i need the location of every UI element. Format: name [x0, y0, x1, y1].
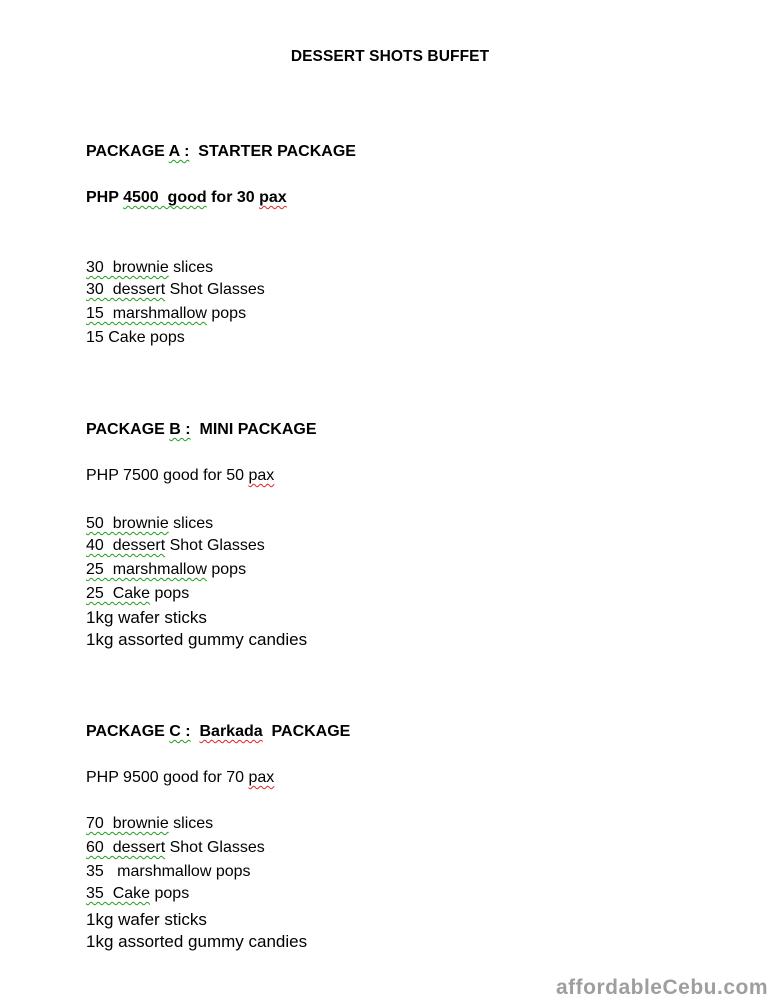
package-b-item	[86, 608, 207, 628]
price-amount: 4500 good	[123, 189, 207, 206]
heading-name: PACKAGE	[262, 723, 351, 740]
heading-barkada: Barkada	[199, 723, 263, 740]
item-rest: pops	[150, 885, 190, 902]
package-c-item	[86, 862, 251, 882]
package-b-item	[86, 536, 265, 556]
price-pax: pax	[248, 467, 275, 484]
item-rest: pops	[206, 561, 247, 578]
heading-letter: B :	[169, 421, 191, 438]
item-qty: 30 dessert	[86, 281, 166, 298]
item-qty: 30 brownie	[86, 259, 169, 276]
package-a-item	[86, 304, 246, 324]
heading-letter: A :	[168, 143, 190, 160]
item-rest: Shot Glasses	[165, 537, 265, 554]
item-qty: 70 brownie	[86, 815, 169, 832]
package-b-price	[86, 466, 274, 486]
package-c-item	[86, 910, 207, 930]
item-rest: slices	[168, 515, 214, 532]
price-pax: pax	[259, 189, 287, 206]
package-b-item	[86, 584, 189, 604]
item-text: 15 Cake pops	[86, 329, 185, 346]
package-a-item	[86, 280, 265, 300]
item-rest: Shot Glasses	[165, 281, 265, 298]
item-qty: 60 dessert	[86, 839, 166, 856]
item-rest: pops	[206, 305, 247, 322]
package-b-heading	[86, 420, 317, 440]
heading-name: STARTER PACKAGE	[189, 143, 356, 160]
item-rest: Shot Glasses	[165, 839, 265, 856]
heading-prefix: PACKAGE	[86, 421, 170, 438]
item-qty: 25 Cake	[86, 585, 151, 602]
price-mid: for 30	[206, 189, 260, 206]
document-title: DESSERT SHOTS BUFFET	[290, 48, 490, 65]
watermark: affordableCebu.com	[555, 976, 768, 999]
heading-letter: C :	[169, 723, 191, 740]
package-c-item	[86, 838, 265, 858]
item-text: 1kg wafer sticks	[86, 910, 207, 929]
package-a-item	[86, 328, 185, 348]
item-qty: 15 marshmallow	[86, 305, 207, 322]
price-text: PHP 7500 good for 50	[86, 467, 249, 484]
item-qty: 35 Cake	[86, 885, 151, 902]
item-text: 35 marshmallow pops	[86, 863, 251, 880]
package-b-item	[86, 560, 246, 580]
heading-prefix: PACKAGE	[86, 143, 169, 160]
item-qty: 50 brownie	[86, 515, 169, 532]
item-rest: pops	[150, 585, 190, 602]
package-b-item	[86, 630, 307, 650]
package-c-item	[86, 884, 189, 904]
package-a-item	[86, 258, 213, 278]
item-text: 1kg assorted gummy candies	[86, 932, 308, 951]
item-rest: slices	[168, 815, 214, 832]
package-a-heading	[86, 142, 356, 162]
item-qty: 40 dessert	[86, 537, 166, 554]
package-c-item	[86, 932, 307, 952]
price-prefix: PHP	[86, 189, 124, 206]
price-text: PHP 9500 good for 70	[86, 769, 249, 786]
package-c-item	[86, 814, 213, 834]
package-c-price	[86, 768, 274, 788]
price-pax: pax	[248, 769, 275, 786]
heading-prefix: PACKAGE	[86, 723, 170, 740]
package-b-item	[86, 514, 213, 534]
heading-name: MINI PACKAGE	[190, 421, 317, 438]
package-c-heading	[86, 722, 350, 742]
package-a-price	[86, 188, 287, 208]
item-qty: 25 marshmallow	[86, 561, 207, 578]
item-text: 1kg wafer sticks	[86, 608, 207, 627]
item-rest: slices	[168, 259, 214, 276]
item-text: 1kg assorted gummy candies	[86, 630, 308, 649]
